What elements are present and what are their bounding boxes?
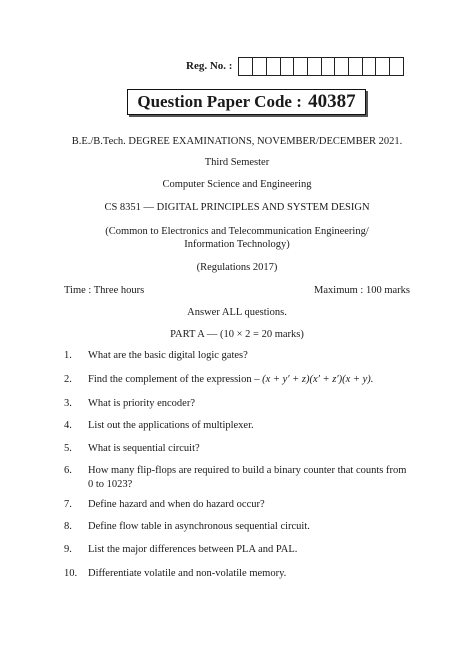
reg-no-boxes [238, 57, 403, 76]
question-paper-code-box [127, 89, 366, 115]
question-text [88, 543, 414, 557]
question-text-body: How many flip-flops are required to build a binary counter that counts from 0 to 1023? [88, 465, 407, 490]
course-title: CS 8351 — DIGITAL PRINCIPLES AND SYSTEM DESIGN [104, 202, 370, 213]
question-number: 9. [64, 544, 72, 555]
question-number: 5. [64, 443, 72, 454]
regulations: (Regulations 2017) [196, 262, 278, 273]
reg-no-box [349, 58, 363, 75]
max-marks-label: Maximum : 100 marks [314, 285, 410, 296]
question-text [88, 498, 414, 512]
common-line-1: (Common to Electronics and Telecommunication Engineering/ [105, 226, 369, 237]
qpc-label: Question Paper Code : [137, 92, 302, 111]
question-text [88, 349, 414, 363]
question-text [88, 520, 414, 534]
reg-no-box [390, 58, 404, 75]
question-text [88, 442, 414, 456]
reg-no-label: Reg. No. : [186, 60, 233, 72]
question-text-body: What are the basic digital logic gates? [88, 350, 248, 361]
reg-no-box [267, 58, 281, 75]
question-number: 8. [64, 521, 72, 532]
reg-no-box [239, 58, 253, 75]
question-text-body: What is priority encoder? [88, 398, 195, 409]
question-number: 2. [64, 374, 72, 385]
exam-title: B.E./B.Tech. DEGREE EXAMINATIONS, NOVEMBER/DECEMBER 2021. [71, 136, 403, 147]
question-number: 3. [64, 398, 72, 409]
question-text-body: List the major differences between PLA and PAL. [88, 544, 298, 555]
reg-no-box [294, 58, 308, 75]
reg-no-box [363, 58, 377, 75]
time-marks-row [64, 284, 410, 298]
question-text-body: List out the applications of multiplexer. [88, 420, 254, 431]
question-expression: (x + y′ + z)(x′ + z′)(x + y). [262, 374, 374, 385]
question-text-body: Differentiate volatile and non-volatile memory. [88, 568, 287, 579]
question-number: 10. [64, 568, 78, 579]
time-label: Time : Three hours [64, 285, 145, 296]
department: Computer Science and Engineering [162, 179, 312, 190]
question-text [88, 397, 414, 411]
instruction: Answer ALL questions. [187, 307, 287, 318]
question-number: 6. [64, 465, 72, 476]
question-text-body: Find the complement of the expression – [88, 374, 260, 385]
question-number: 1. [64, 350, 72, 361]
question-text [88, 373, 414, 387]
question-text [88, 419, 414, 433]
common-line-2: Information Technology) [184, 239, 290, 250]
question-text-body: Define flow table in asynchronous sequential circuit. [88, 521, 310, 532]
part-heading: PART A — (10 × 2 = 20 marks) [170, 329, 304, 340]
reg-no-field [186, 56, 404, 76]
reg-no-box [335, 58, 349, 75]
reg-no-box [281, 58, 295, 75]
reg-no-box [308, 58, 322, 75]
question-number: 7. [64, 499, 72, 510]
question-text-body: What is sequential circuit? [88, 443, 200, 454]
semester: Third Semester [204, 157, 270, 168]
qpc-number: 40387 [308, 91, 356, 112]
reg-no-box [253, 58, 267, 75]
reg-no-box [376, 58, 390, 75]
question-text [88, 464, 414, 492]
reg-no-box [322, 58, 336, 75]
question-text [88, 567, 414, 581]
question-number: 4. [64, 420, 72, 431]
question-text-body: Define hazard and when do hazard occur? [88, 499, 265, 510]
